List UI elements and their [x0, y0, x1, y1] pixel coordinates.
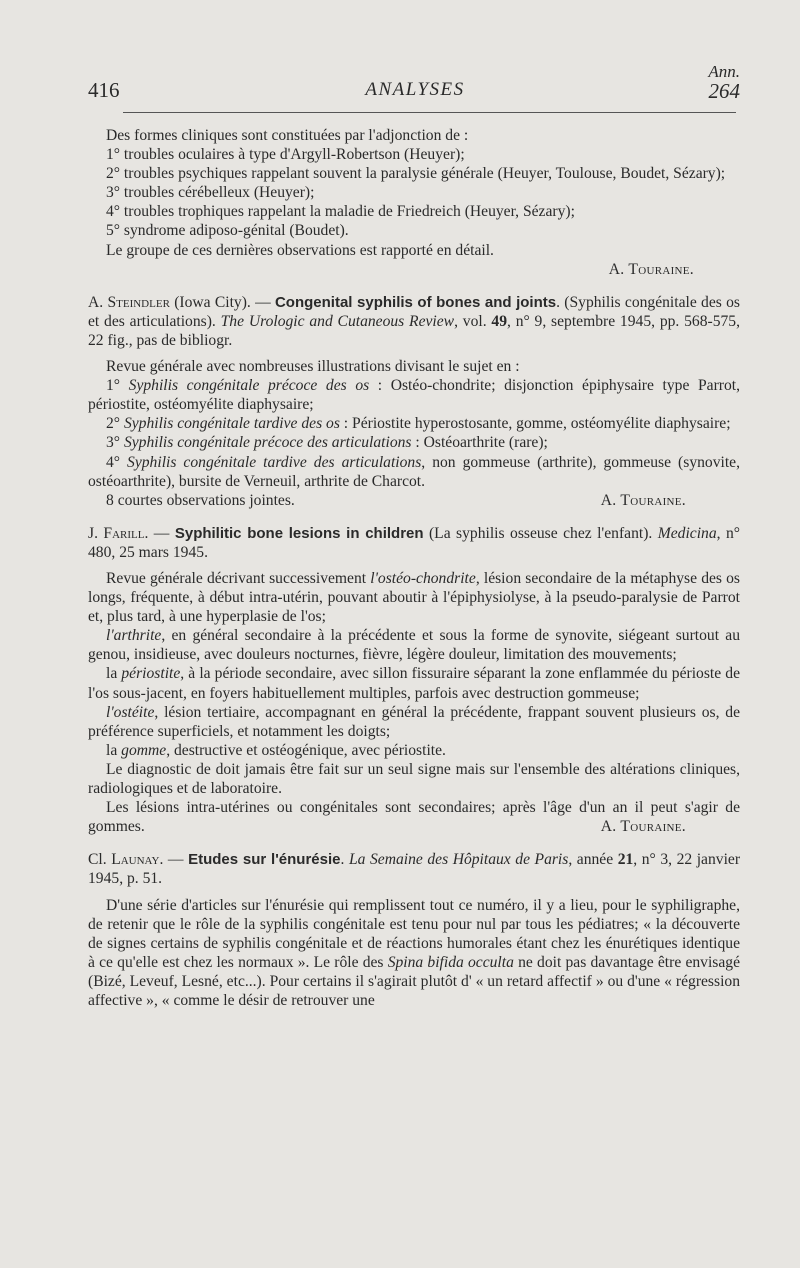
- paragraph-text: la: [106, 665, 122, 683]
- paragraph-text: , en général secondaire à la précédente et sous la forme de synovite, siégeant surtout au genou, insidieuse, avec douleurs nocturnes, fièvre, légère douleur, limitation des mouvements;: [88, 627, 740, 664]
- item-number: 1°: [106, 377, 129, 395]
- item-text: : Ostéoarthrite (rare);: [411, 434, 548, 452]
- article3-author: Launay: [111, 851, 160, 869]
- article1-ref-trad: . (Syphilis congénitale des os et des articulations).: [88, 293, 740, 330]
- article3-year-volume: 21: [617, 851, 634, 869]
- paragraph-term: périostite: [121, 665, 181, 683]
- paragraph-text: D'une série d'articles sur l'énurésie qui remplissent tout ce numéro, il y a lieu, pour le syphiligraphe, de retenir que le rôle de la syphilis congénitale est tenu pour nul par tous les pédiatres; « la découverte de signes certains de syphilis congénitale et de réactions humorales étant chez les énurétiques identique à ce qu'elle est chez les normaux ». Le rôle des: [88, 896, 740, 971]
- article2-signature: A. Touraine.: [600, 818, 686, 836]
- article3-ref-rest: , n° 3, 22 janvier 1945, p. 51.: [88, 851, 741, 888]
- article1-closing: 8 courtes observations jointes.: [106, 491, 295, 509]
- paragraph-text: , lésion tertiaire, accompagnant en général la précédente, frappant souvent plusieurs os, de préférence superficiels, et notamment les doigts;: [88, 703, 740, 740]
- item-label: Syphilis congénitale tardive des os: [123, 415, 340, 433]
- paragraph-term: Spina bifida occulta: [387, 953, 514, 971]
- article2-reference: [88, 524, 740, 562]
- article1-item-3: [88, 433, 740, 452]
- article2-ref-trad: (La syphilis osseuse chez l'enfant).: [423, 524, 658, 542]
- article3-sep: . —: [159, 851, 189, 869]
- article1-ref-rest: , n° 9, septembre 1945, pp. 568-575, 22 fig., pas de bibliogr.: [88, 312, 740, 349]
- paragraph-term: l'ostéo-chondrite: [370, 569, 476, 587]
- section1-signature: A. Touraine.: [608, 260, 694, 278]
- article3-journal: La Semaine des Hôpitaux de Paris: [348, 851, 569, 869]
- item-text: : Ostéo-chondrite; disjonction épiphysaire type Parrot, périostite, ostéomyélite diaphysaire;: [88, 377, 740, 414]
- paragraph-term: l'arthrite: [106, 627, 162, 645]
- page-header: [88, 62, 742, 112]
- running-title: ANALYSES: [365, 79, 465, 100]
- article1-item-2: [88, 414, 740, 433]
- item-label: Syphilis congénitale précoce des os: [128, 377, 370, 395]
- page-body: [88, 126, 740, 1010]
- article1-closing-row: [88, 491, 740, 510]
- article2-paragraph-2: [88, 626, 740, 664]
- article2-paragraph-1: [88, 569, 740, 626]
- article3-reference: [88, 850, 740, 888]
- article2-ref-rest: , n° 480, 25 mars 1945.: [88, 524, 740, 561]
- page-number: 416: [88, 78, 120, 102]
- article2-author: Farill: [103, 524, 145, 542]
- paragraph-text: la: [106, 741, 122, 759]
- article1-reference: [88, 293, 740, 350]
- section1-item-2: 2° troubles psychiques rappelant souvent la paralysie générale (Heuyer, Toulouse, Boudet, Sézary);: [106, 165, 726, 183]
- header-rule: [123, 112, 736, 113]
- section1-closing: Le groupe de ces dernières observations est rapporté en détail.: [106, 241, 494, 259]
- annotation-number: 264: [708, 79, 740, 103]
- article3-initial: Cl.: [88, 851, 107, 869]
- paragraph-term: l'ostéite: [106, 703, 155, 721]
- item-number: 2°: [106, 415, 124, 433]
- article2-sep: . —: [144, 524, 175, 542]
- article1-item-1: [88, 376, 740, 414]
- article2-title: Syphilitic bone lesions in children: [174, 524, 424, 542]
- article2-paragraph-7: Les lésions intra-utérines ou congénitales sont secondaires; après l'âge d'un an il peut s'agir de gommes.: [88, 799, 740, 836]
- article2-paragraph-5: [88, 741, 740, 760]
- paragraph-text: ne doit pas davantage être envisagé (Bizé, Leveuf, Lesné, etc...). Pour certains il s'agirait plutôt d' « un retard affectif » ou d'une « régression affective », « comme le désir de retrouver une: [88, 953, 740, 1010]
- article1-volume: 49: [491, 312, 508, 330]
- section1-item-5: 5° syndrome adiposo-génital (Boudet).: [106, 222, 349, 240]
- item-label: Syphilis congénitale tardive des articulations: [127, 453, 422, 471]
- article2-paragraph-3: [88, 664, 740, 702]
- article2-paragraph-6: Le diagnostic de doit jamais être fait sur un seul signe mais sur l'ensemble des altérations cliniques, radiologiques et de laboratoire.: [88, 760, 740, 797]
- annotation-label: Ann.: [708, 62, 740, 81]
- article1-author: Steindler: [107, 293, 170, 311]
- article1-place: (Iowa City). —: [169, 293, 275, 311]
- article1-signature: A. Touraine.: [600, 491, 686, 509]
- paragraph-text: , destructive et ostéogénique, avec périostite.: [166, 741, 446, 759]
- article2-paragraph-4: [88, 703, 740, 741]
- article3-sep2: .: [340, 851, 349, 869]
- article1-journal: The Urologic and Cutaneous Review: [220, 312, 455, 330]
- paragraph-term: gomme: [121, 741, 167, 759]
- item-number: 3°: [106, 434, 124, 452]
- section1-item-4: 4° troubles trophiques rappelant la maladie de Friedreich (Heuyer, Sézary);: [106, 203, 575, 221]
- article1-item-4: [88, 453, 740, 491]
- paragraph-text: , lésion secondaire de la métaphyse des os longs, fréquente, à début intra-utérin, pouvant aboutir à l'épiphysiolyse, à la pseudo-paralysie de Parrot et, plus tard, à une hyperplasie de l'os;: [88, 569, 740, 626]
- article2-initial: J.: [88, 524, 98, 542]
- item-text: , non gommeuse (arthrite), gommeuse (synovite, ostéoarthrite), bursite de Verneuil, arthrite de Charcot.: [88, 453, 740, 490]
- article1-initial: A.: [88, 293, 104, 311]
- paragraph-text: Revue générale décrivant successivement: [106, 569, 371, 587]
- article1-title: Congenital syphilis of bones and joints: [274, 293, 557, 311]
- article1-ref-vol: , vol.: [454, 312, 492, 330]
- section1-item-1: 1° troubles oculaires à type d'Argyll-Robertson (Heuyer);: [106, 146, 465, 164]
- article3-paragraph-1: [88, 896, 740, 1011]
- item-number: 4°: [106, 453, 128, 471]
- item-text: : Périostite hyperostosante, gomme, ostéomyélite diaphysaire;: [339, 415, 731, 433]
- section1-item-3: 3° troubles cérébelleux (Heuyer);: [106, 184, 315, 202]
- article3-title: Etudes sur l'énurésie: [188, 851, 341, 869]
- item-label: Syphilis congénitale précoce des articulations: [123, 434, 412, 452]
- article1-summary: Revue générale avec nombreuses illustrations divisant le sujet en :: [106, 358, 520, 376]
- article2-journal: Medicina: [657, 524, 717, 542]
- paragraph-text: , à la période secondaire, avec sillon fissuraire séparant la zone enflammée du périoste de l'os sous-jacent, en foyers habituellement multiples, parfois avec destruction gommeuse;: [88, 665, 740, 702]
- section1-intro: Des formes cliniques sont constituées par l'adjonction de :: [106, 127, 469, 144]
- article3-ref-a: , année: [568, 851, 618, 869]
